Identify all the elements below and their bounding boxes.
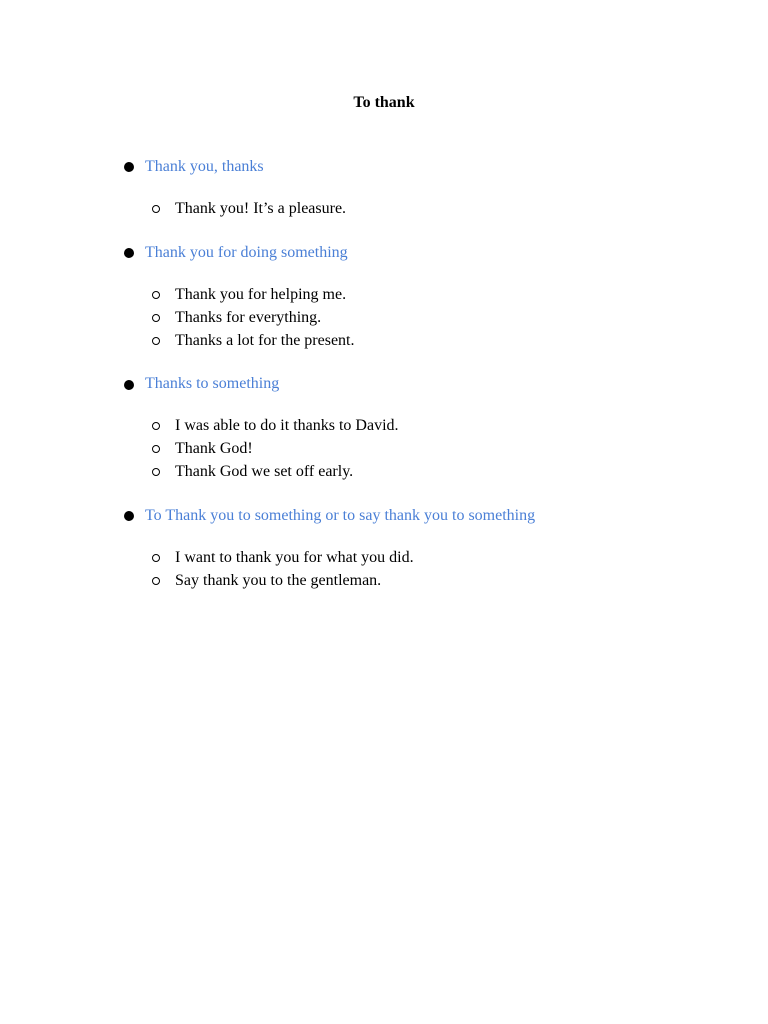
example-sentence: Thank you! It’s a pleasure. — [175, 200, 347, 217]
circle-bullet-icon — [152, 468, 160, 476]
circle-bullet-icon — [152, 554, 160, 562]
example-sentence: Say thank you to the gentleman. — [175, 572, 382, 589]
circle-bullet-icon — [152, 314, 160, 322]
circle-bullet-icon — [152, 205, 160, 213]
section-heading: Thank you, thanks — [145, 158, 264, 175]
bullet-icon — [124, 162, 134, 172]
circle-bullet-icon — [152, 291, 160, 299]
bullet-icon — [124, 511, 134, 521]
bullet-icon — [124, 248, 134, 258]
example-sentence: Thank God we set off early. — [175, 463, 354, 480]
page-title: To thank — [353, 94, 415, 111]
example-sentence: I was able to do it thanks to David. — [175, 417, 399, 434]
circle-bullet-icon — [152, 337, 160, 345]
section-heading: To Thank you to something or to say thank you to something — [145, 507, 536, 524]
circle-bullet-icon — [152, 422, 160, 430]
circle-bullet-icon — [152, 577, 160, 585]
section-heading: Thanks to something — [145, 375, 280, 392]
bullet-icon — [124, 380, 134, 390]
example-sentence: Thanks for everything. — [175, 309, 322, 326]
example-sentence: Thanks a lot for the present. — [175, 332, 355, 349]
circle-bullet-icon — [152, 445, 160, 453]
section-heading: Thank you for doing something — [145, 244, 348, 261]
example-sentence: Thank you for helping me. — [175, 286, 347, 303]
example-sentence: I want to thank you for what you did. — [175, 549, 414, 566]
example-sentence: Thank God! — [175, 440, 253, 457]
